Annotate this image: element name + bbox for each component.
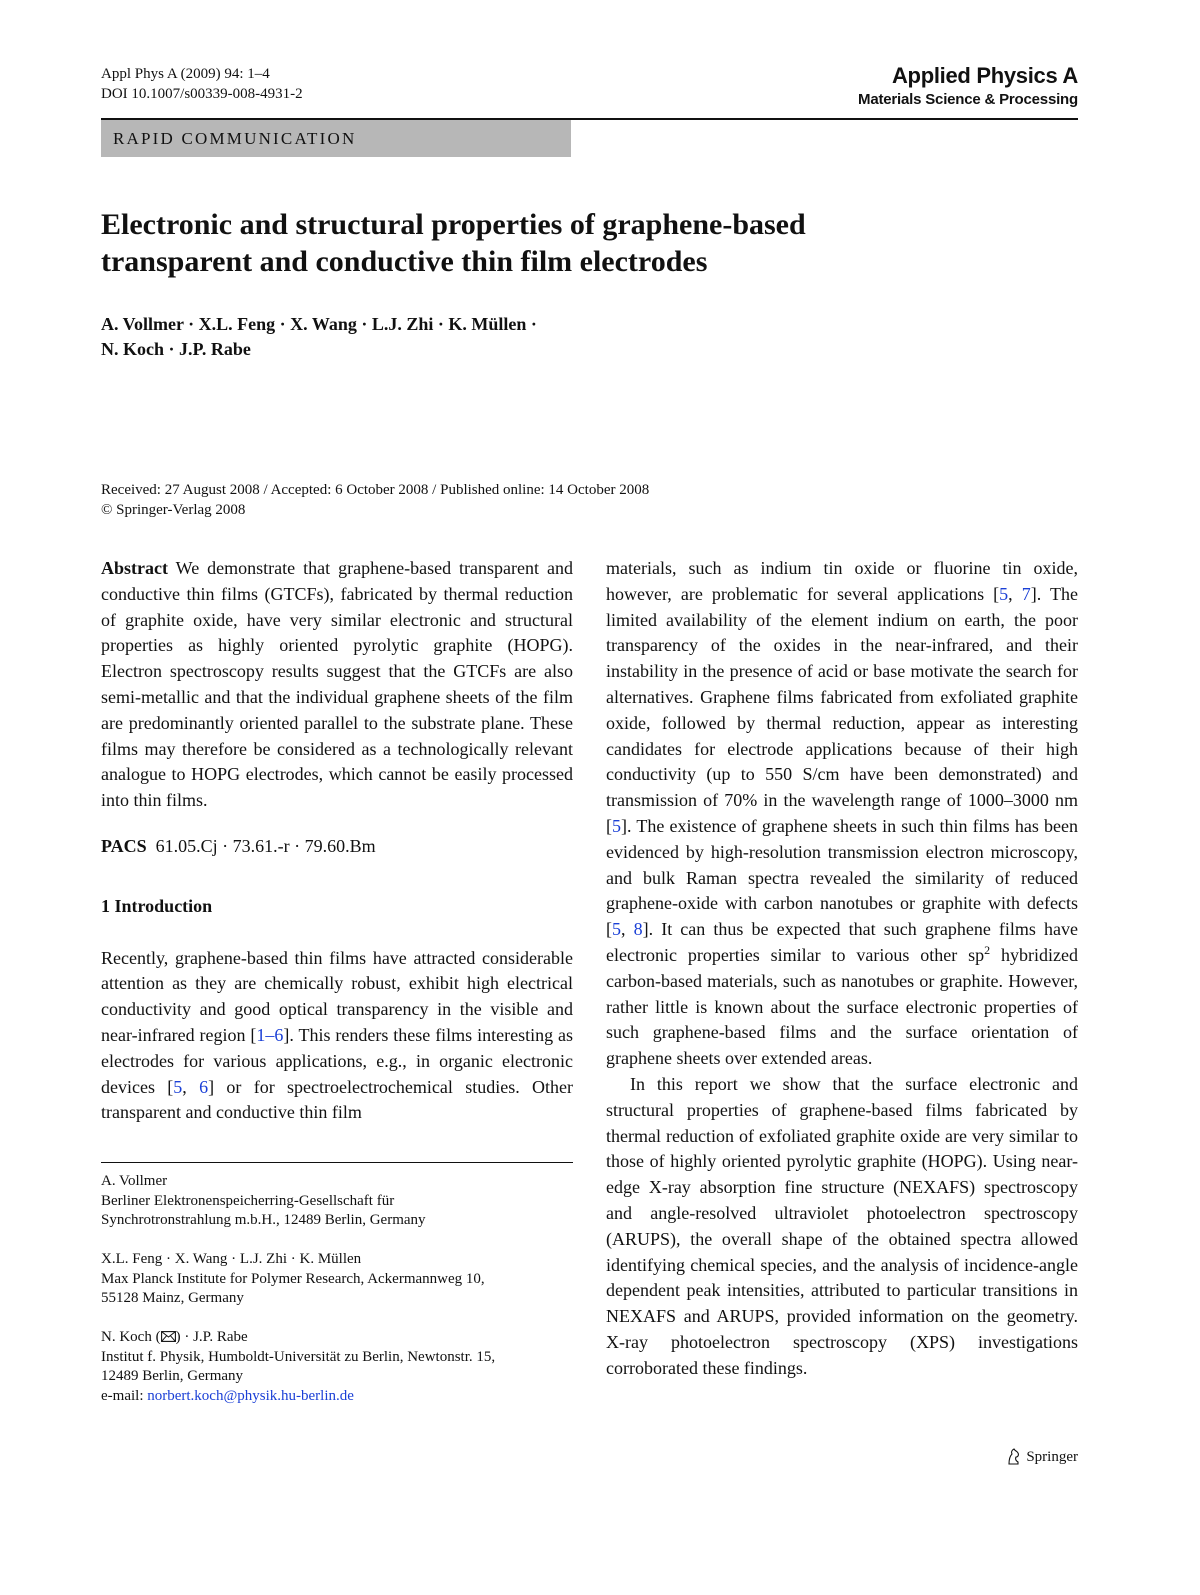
pacs-codes: 61.05.Cj · 73.61.-r · 79.60.Bm (155, 835, 376, 856)
abstract-label: Abstract (101, 558, 168, 578)
citation-link[interactable]: 5 (612, 815, 621, 836)
text-run: materials, such as indium tin oxide or fluorine tin oxide, however, are problematic for several applications [ (606, 558, 1078, 604)
email-label: e-mail: (101, 1387, 148, 1404)
text-run: hybridized carbon-based materials, such as nanotubes or graphite. However, rather little is known about the surface electronic properties of such graphene-based films and the surface orientation of graphene sheets over extended areas. (606, 944, 1078, 1069)
text-run: , (182, 1076, 200, 1097)
journal-name: Applied Physics A (891, 63, 1078, 88)
affiliation-names (101, 1328, 573, 1348)
publisher-name: Springer (1026, 1448, 1078, 1465)
right-column (606, 556, 1078, 1382)
citation-link[interactable]: 5 (612, 919, 621, 940)
text-run: ) · J.P. Rabe (175, 1329, 248, 1345)
citation-link[interactable]: 7 (1021, 583, 1031, 604)
publication-dates (101, 480, 1001, 520)
doi: DOI 10.1007/s00339-008-4931-2 (101, 86, 303, 102)
text-run: Recently, graphene-based thin films have attracted considerable attention as they are chemically robust, exhibit high electrical conductivity and good optical transparency in the visible and near-infrared region [ (101, 947, 573, 1045)
text-run: N. Koch ( (101, 1329, 161, 1345)
text-run: , (621, 919, 634, 940)
dates-line: Received: 27 August 2008 / Accepted: 6 October 2008 / Published online: 14 October 2008 (101, 482, 650, 498)
authors-line-2: N. Koch · J.P. Rabe (101, 339, 251, 359)
superscript: 2 (984, 942, 991, 957)
section-heading: 1 Introduction (101, 895, 213, 916)
abstract (101, 556, 573, 814)
text-run: ]. This renders these films interesting as electrodes for various applications, e.g., in organic electronic devices [ (101, 1024, 574, 1097)
paper-title: Electronic and structural properties of graphene-based transparent and conductive thin film electrodes (101, 208, 806, 278)
affiliation-address: 55128 Mainz, Germany (101, 1290, 244, 1306)
affiliation-address: Synchrotronstrahlung m.b.H., 12489 Berlin, Germany (101, 1212, 426, 1228)
citation-link[interactable]: 5 (999, 583, 1009, 604)
citation-link[interactable]: 1–6 (256, 1024, 284, 1045)
intro-paragraph-3: In this report we show that the surface electronic and structural properties of graphene-based films fabricated by thermal reduction of exfoliated graphite oxide are very similar to those of highly oriented pyrolytic graphite (HOPG). Using near-edge X-ray absorption fine structure (NEXAFS) spectroscopy and angle-resolved ultraviolet photoelectron spectroscopy (ARUPS), the overall shape of the obtained spectra allowed identifying chemical species, and the analysis of incidence-angle dependent peak intensities, attributed to particular transitions in NEXAFS and ARUPS, provided information on the geometry. X-ray photoelectron spectroscopy (XPS) investigations corroborated these findings. (606, 1073, 1078, 1378)
text-run: ]. The limited availability of the element indium on earth, the poor transparency of the oxides in the near-infrared, and their instability in the presence of acid or base motivate the search for alternatives. Graphene films fabricated from exfoliated graphite oxide, followed by thermal reduction, appear as interesting candidates for electrode applications because of their high conductivity (up to 550 S/cm have been demonstrated) and transmission of 70% in the wavelength range of 1000–3000 nm [ (606, 583, 1078, 836)
citation-link[interactable]: 8 (633, 919, 643, 940)
left-column (101, 556, 573, 1126)
email-line (101, 1387, 573, 1407)
text-run: , (1008, 583, 1022, 604)
footnote-rule (101, 1162, 573, 1163)
affiliation-names: X.L. Feng · X. Wang · L.J. Zhi · K. Müllen (101, 1251, 362, 1267)
affiliation-address: Institut f. Physik, Humboldt-Universität zu Berlin, Newtonstr. 15, (101, 1348, 496, 1365)
authors-line-1: A. Vollmer · X.L. Feng · X. Wang · L.J. Zhi · K. Müllen · (101, 314, 537, 334)
abstract-text: We demonstrate that graphene-based transparent and conductive thin films (GTCFs), fabricated by thermal reduction of graphite oxide, have very similar electronic and structural properties as highly oriented pyrolytic graphite (HOPG). Electron spectroscopy results suggest that the GTCFs are also semi-metallic and that the individual graphene sheets of the film are predominantly oriented parallel to the substrate plane. These films may therefore be considered as a technologically relevant analogue to HOPG electrodes, which cannot be easily processed into thin films. (101, 558, 573, 811)
copyright-line: © Springer-Verlag 2008 (101, 502, 246, 518)
affiliation-address: 12489 Berlin, Germany (101, 1368, 244, 1384)
article-type-banner: RAPID COMMUNICATION (101, 120, 571, 157)
affiliation-1 (101, 1172, 573, 1231)
journal-brand (858, 62, 1078, 110)
intro-paragraph-1 (101, 946, 573, 1127)
citation-link[interactable]: 5 (173, 1076, 183, 1097)
author-list (101, 312, 621, 362)
publisher-mark (1006, 1448, 1078, 1466)
envelope-icon (161, 1331, 176, 1342)
affiliation-3 (101, 1328, 573, 1406)
text-run: ]. It can thus be expected that such graphene films have electronic properties similar to various other sp (606, 919, 1078, 965)
springer-horse-icon (1006, 1448, 1022, 1466)
text-run: ] or for spectroelectrochemical studies. Other transparent and conductive thin film (101, 1076, 573, 1123)
citation-link[interactable]: 6 (199, 1076, 209, 1097)
pacs-label: PACS (101, 835, 147, 856)
pacs (101, 834, 573, 860)
journal-reference (101, 64, 303, 104)
affiliation-address: Berliner Elektronenspeicherring-Gesellschaft für (101, 1192, 395, 1209)
email-link[interactable]: norbert.koch@physik.hu-berlin.de (147, 1387, 354, 1404)
text-run: ]. The existence of graphene sheets in such thin films has been evidenced by high-resolution transmission electron microscopy, and bulk Raman spectra revealed the similarity of reduced graphene-oxide with carbon nanotubes or graphite with defects [ (606, 815, 1078, 940)
intro-paragraph-2 (606, 556, 1078, 1072)
affiliation-2 (101, 1250, 573, 1309)
affiliation-names: A. Vollmer (101, 1173, 168, 1189)
affiliation-address: Max Planck Institute for Polymer Research, Ackermannweg 10, (101, 1270, 485, 1287)
journal-subtitle: Materials Science & Processing (858, 91, 1078, 108)
citation: Appl Phys A (2009) 94: 1–4 (101, 66, 270, 82)
affiliations (101, 1172, 573, 1426)
